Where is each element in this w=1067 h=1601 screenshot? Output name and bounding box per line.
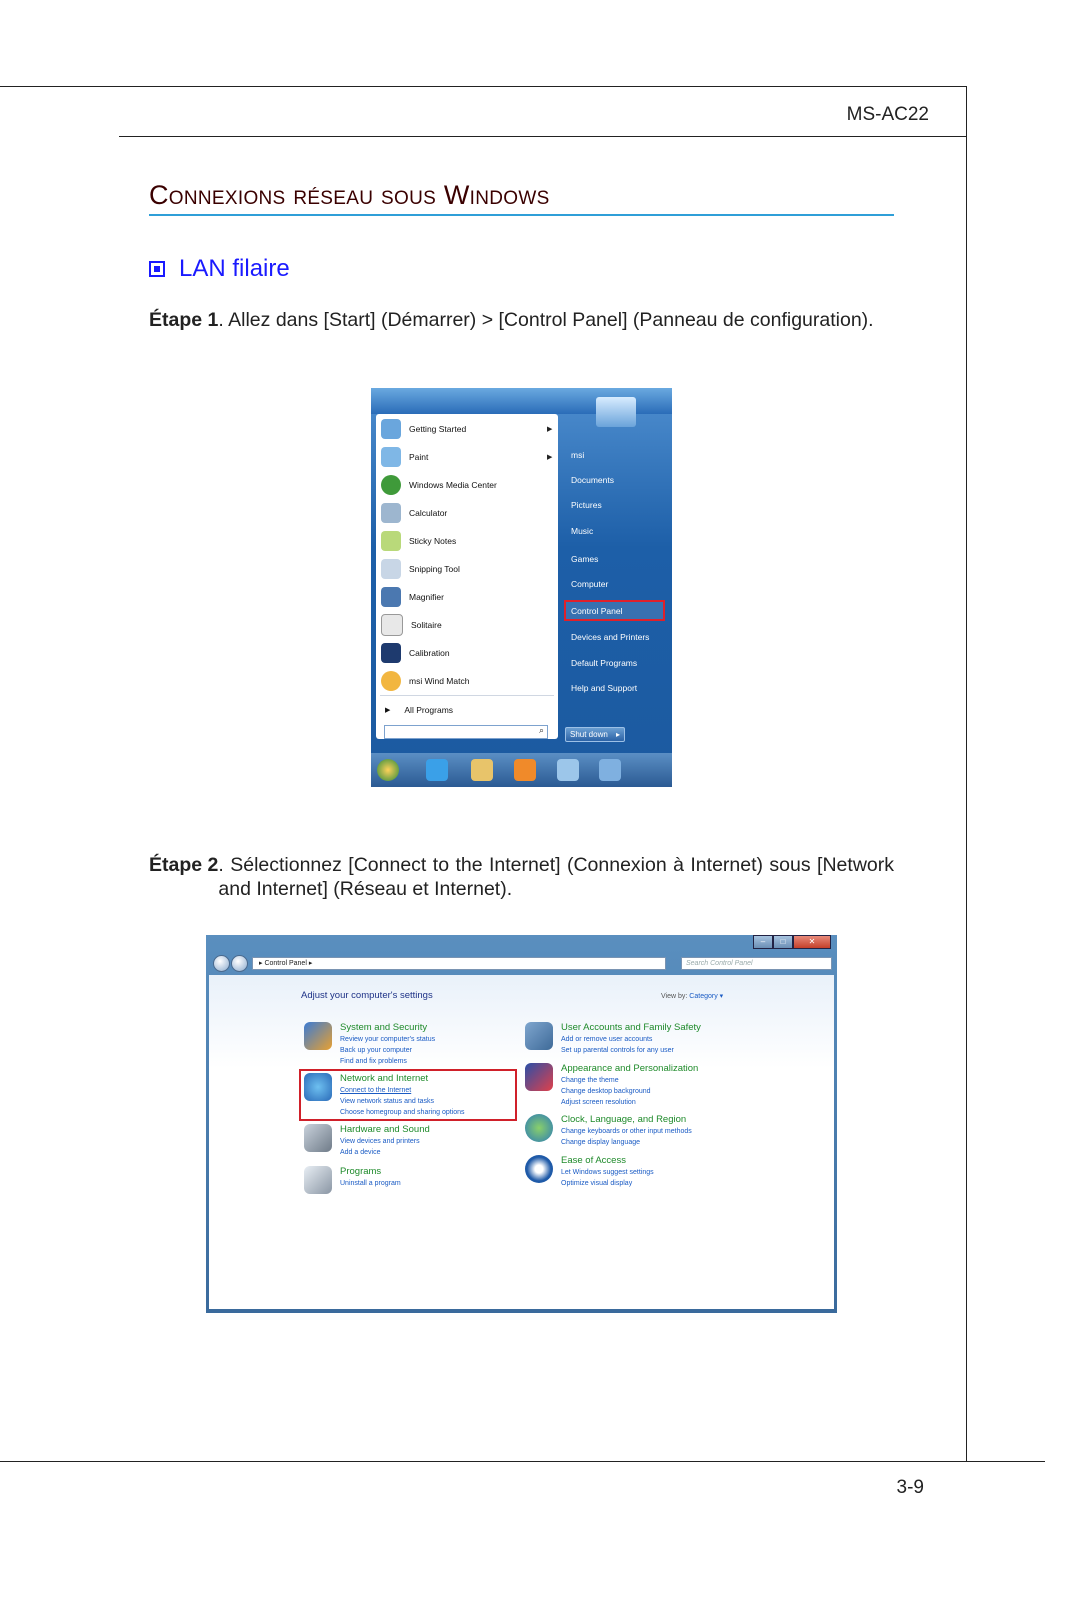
right-menu-item[interactable]: msi [571,450,585,460]
start-menu-screenshot [371,388,672,787]
subheading [149,255,290,283]
page-frame-top-line [0,86,966,87]
view-by[interactable]: View by: Category ▾ [661,993,724,1000]
program-item[interactable]: Paint ▶ [381,444,428,470]
shutdown-arrow-icon: ▸ [616,730,621,739]
category-link[interactable]: Find and fix problems [340,1058,407,1065]
category-link[interactable]: Change the theme [561,1077,619,1084]
maximize-icon[interactable]: □ [773,935,793,949]
user-picture-icon [596,397,636,427]
page-frame-right-line [966,86,967,1462]
shutdown-button[interactable]: Shut down ▸ [565,727,625,742]
category-link[interactable]: Back up your computer [340,1047,412,1054]
appearance-icon [525,1063,553,1091]
window-buttons [753,935,831,949]
category-link[interactable]: Change display language [561,1139,641,1146]
control-panel-window [206,935,837,1313]
sticky-notes-icon [381,531,401,551]
category-link[interactable]: View network status and tasks [340,1098,435,1105]
media-center-icon [381,475,401,495]
category-title[interactable]: Network and Internet [340,1073,429,1084]
category-link[interactable]: Let Windows suggest settings [561,1169,654,1176]
program-item[interactable]: Calculator [381,500,447,526]
right-menu-item[interactable]: Devices and Printers [571,632,650,642]
wind-match-icon [381,671,401,691]
right-menu-item[interactable]: Documents [571,475,614,485]
start-search-input[interactable] [384,725,548,739]
breadcrumb: Control Panel [264,960,307,967]
media-player-icon[interactable] [514,759,536,781]
category-link[interactable]: Review your computer's status [340,1036,436,1043]
taskbar [371,753,672,787]
ease-of-access-icon [525,1155,553,1183]
menu-separator [380,695,554,696]
category-title[interactable]: Ease of Access [561,1155,626,1166]
section-title: Connexions réseau sous Windows [149,180,550,210]
program-item[interactable]: Snipping Tool [381,556,460,582]
breadcrumb-arrow-icon: ▸ [259,960,265,967]
right-menu-item[interactable]: Help and Support [571,683,638,693]
category-link[interactable]: Optimize visual display [561,1180,633,1187]
close-icon[interactable]: ✕ [793,935,831,949]
category-link[interactable]: View devices and printers [340,1138,420,1145]
back-button[interactable] [213,955,230,972]
header-rule [119,136,966,137]
all-programs-item[interactable]: ▶ All Programs [385,705,454,715]
category-link[interactable]: Add a device [340,1149,381,1156]
right-menu-item[interactable]: Pictures [571,500,602,510]
submenu-arrow-icon: ▶ [385,707,391,714]
footer-rule [0,1461,1045,1462]
step-1 [149,308,894,332]
program-item[interactable]: Windows Media Center [381,472,497,498]
explorer-folder-icon[interactable] [471,759,493,781]
category-link[interactable]: Uninstall a program [340,1180,401,1187]
network-internet-icon [304,1073,332,1101]
magnifier-icon [381,587,401,607]
step-2 [149,853,894,901]
category-link[interactable]: Change keyboards or other input methods [561,1128,692,1135]
step-2-label: Étape 2 [149,854,219,876]
snipping-tool-icon [381,559,401,579]
search-icon: ⌕ [538,725,544,735]
connect-to-internet-link[interactable]: Connect to the Internet [340,1087,412,1094]
internet-explorer-icon[interactable] [426,759,448,781]
forward-button[interactable] [231,955,248,972]
user-accounts-icon [525,1022,553,1050]
category-title[interactable]: Clock, Language, and Region [561,1114,687,1125]
category-link[interactable]: Add or remove user accounts [561,1036,653,1043]
category-title[interactable]: System and Security [340,1022,428,1033]
program-item[interactable]: Getting Started ▶ [381,416,466,442]
paint-icon [381,447,401,467]
calibration-icon [381,643,401,663]
program-item[interactable]: Solitaire [381,612,442,638]
hardware-sound-icon [304,1124,332,1152]
dropdown-arrow-icon: ▾ [717,993,724,1000]
system-security-icon [304,1022,332,1050]
right-menu-item[interactable]: Default Programs [571,658,638,668]
category-link[interactable]: Set up parental controls for any user [561,1047,674,1054]
category-title[interactable]: Appearance and Personalization [561,1063,699,1074]
program-item[interactable]: Calibration [381,640,450,666]
program-item[interactable]: msi Wind Match [381,668,469,694]
step-2-text: . Sélectionnez [Connect to the Internet] (Connexion à Internet) sous [Network and Internet] (Réseau et Internet). [218,854,894,900]
getting-started-icon [381,419,401,439]
start-orb-icon[interactable] [377,759,399,781]
control-panel-taskbar-icon[interactable] [599,759,621,781]
step-1-text: . Allez dans [Start] (Démarrer) > [Control Panel] (Panneau de configuration). [218,309,874,331]
category-title[interactable]: User Accounts and Family Safety [561,1022,701,1033]
search-input[interactable]: Search Control Panel [681,957,832,970]
program-item[interactable]: Magnifier [381,584,444,610]
address-bar[interactable]: ▸ Control Panel ▸ [252,957,666,970]
control-panel-menu-item[interactable]: Control Panel [571,606,623,616]
category-link[interactable]: Adjust screen resolution [561,1099,636,1106]
program-item[interactable]: Sticky Notes [381,528,456,554]
category-link[interactable]: Change desktop background [561,1088,651,1095]
right-menu-item[interactable]: Music [571,526,594,536]
page-number: 3-9 [896,1477,924,1498]
category-title[interactable]: Programs [340,1166,382,1177]
category-title[interactable]: Hardware and Sound [340,1124,430,1135]
step-1-label: Étape 1 [149,309,219,331]
category-link[interactable]: Choose homegroup and sharing options [340,1109,465,1116]
right-menu-item[interactable]: Games [571,554,599,564]
right-menu-item[interactable]: Computer [571,579,609,589]
programs-pane [376,414,558,739]
subheading-text: LAN filaire [179,255,290,282]
paint-taskbar-icon[interactable] [557,759,579,781]
model-number: MS-AC22 [846,104,929,125]
section-title-underline [149,214,894,216]
solitaire-icon [381,614,403,636]
programs-icon [304,1166,332,1194]
control-panel-content [209,975,834,1309]
clock-region-icon [525,1114,553,1142]
square-bullet-icon [149,261,165,277]
minimize-icon[interactable]: – [753,935,773,949]
page-title: Adjust your computer's settings [301,990,433,1001]
calculator-icon [381,503,401,523]
